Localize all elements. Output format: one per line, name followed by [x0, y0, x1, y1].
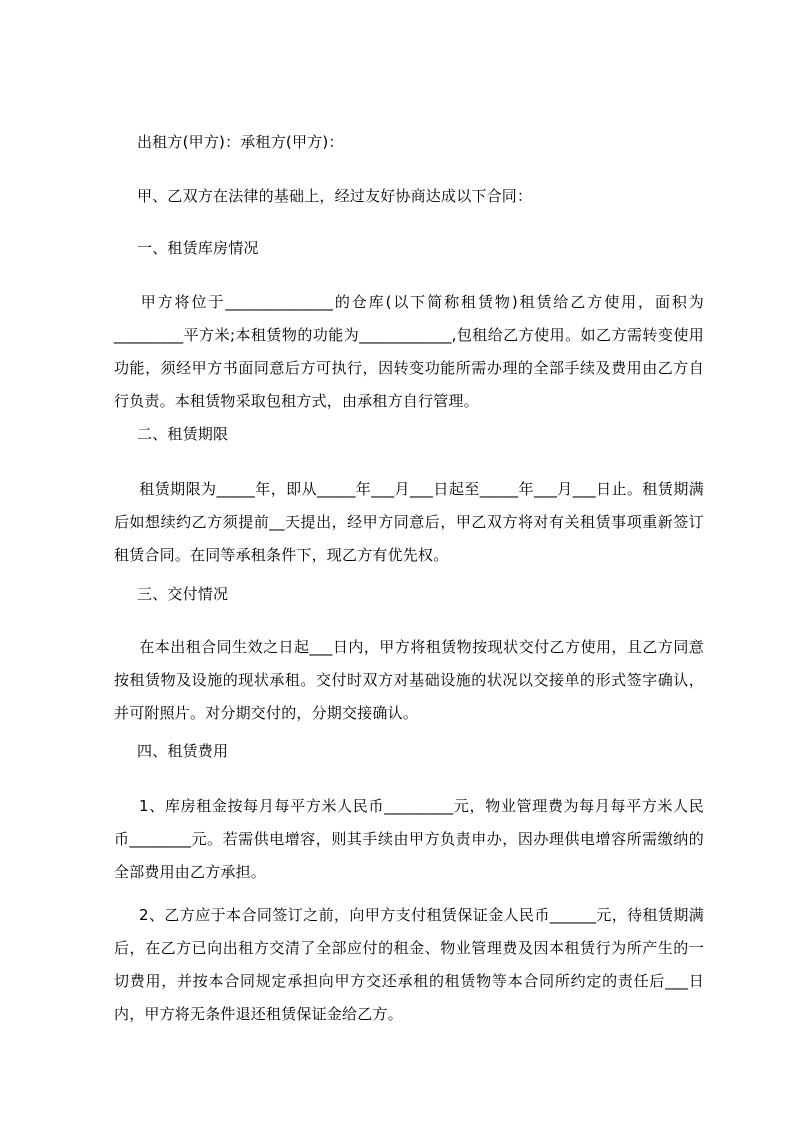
intro-line: 甲、乙双方在法律的基础上，经过友好协商达成以下合同：	[137, 187, 533, 205]
section4-item2-paragraph	[114, 899, 704, 1031]
section2-paragraph	[114, 473, 704, 572]
section2-heading: 二、租赁期限	[137, 425, 229, 443]
section2-text: 租赁期限为_____年，即从_____年___月___日起至_____年___月___日止。租赁期满后如想续约乙方须提前__天提出，经甲方同意后，甲乙双方将对有关租赁事项重新签订租赁合同。在同等承租条件下，现乙方有优先权。	[114, 480, 704, 564]
section1-paragraph	[114, 286, 704, 418]
section3-text: 在本出租合同生效之日起___日内，甲方将租赁物按现状交付乙方使用，且乙方同意按租赁物及设施的现状承租。交付时双方对基础设施的状况以交接单的形式签字确认，并可附照片。对分期交付的，分期交接确认。	[114, 638, 704, 722]
section1-heading: 一、租赁库房情况	[137, 239, 259, 257]
parties-line: 出租方(甲方)：承租方(甲方)：	[137, 133, 344, 151]
section4-item2-text: 2、乙方应于本合同签订之前，向甲方支付租赁保证金人民币______元，待租赁期满后，在乙方已向出租方交清了全部应付的租金、物业管理费及因本租赁行为所产生的一切费用，并按本合同规定承担向甲方交还承租的租赁物等本合同所约定的责任后___日内，甲方将无条件退还租赁保证金给乙方。	[114, 906, 704, 1023]
section3-paragraph	[114, 631, 704, 730]
section4-item1-text: 1、库房租金按每月每平方米人民币_________元，物业管理费为每月每平方米人民币________元。若需供电增容，则其手续由甲方负责申办，因办理供电增容所需缴纳的全部费用由乙方承担。	[114, 797, 704, 881]
section1-text: 甲方将位于______________的仓库(以下简称租赁物)租赁给乙方使用，面积为_________平方米;本租赁物的功能为____________,包租给乙方使用。如乙方需转变使用功能，须经甲方书面同意后方可执行，因转变功能所需办理的全部手续及费用由乙方自行负责。本租赁物采取包租方式，由承租方自行管理。	[114, 293, 704, 410]
section3-heading: 三、交付情况	[137, 585, 229, 603]
section4-heading: 四、租赁费用	[137, 742, 229, 760]
section4-item1-paragraph	[114, 790, 704, 889]
